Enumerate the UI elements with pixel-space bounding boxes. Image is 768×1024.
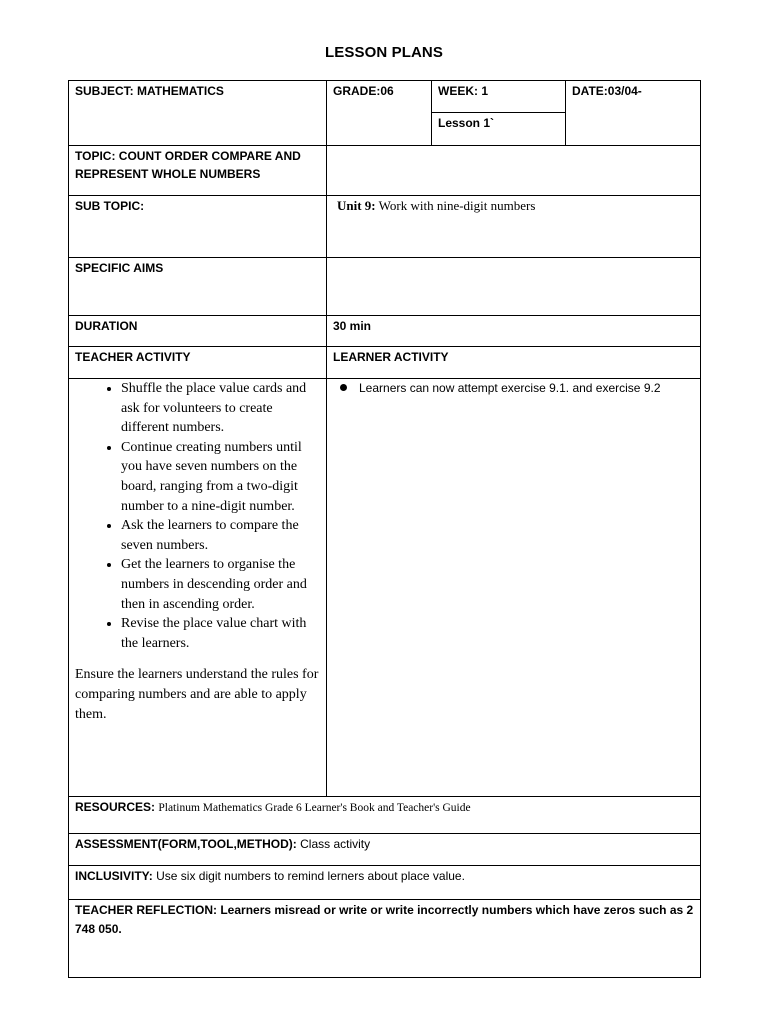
topic-label-cell [69, 146, 327, 196]
reflection-label: TEACHER REFLECTION: [75, 903, 217, 917]
page-title: LESSON PLANS [325, 44, 443, 61]
topic-row [69, 146, 701, 196]
unit-text: Work with nine-digit numbers [378, 198, 536, 213]
reflection-row [69, 900, 701, 978]
learner-activity-list [333, 379, 694, 397]
grade-cell [327, 81, 432, 146]
duration-value: 30 min [333, 319, 372, 333]
assessment-label: ASSESSMENT(FORM,TOOL,METHOD): [75, 837, 297, 851]
sub-topic-label-cell [69, 196, 327, 258]
duration-row [69, 316, 701, 347]
list-item: • Ask the learners to compare the seven numbers. [121, 516, 320, 555]
subject-cell [69, 81, 327, 146]
lesson-plan-table [68, 80, 701, 978]
teacher-activity-cell [69, 379, 327, 797]
learner-activity-cell [327, 379, 701, 797]
sub-topic-value-cell [327, 196, 701, 258]
learner-activity-header-cell [327, 347, 701, 379]
specific-aims-row [69, 258, 701, 316]
resources-value: Platinum Mathematics Grade 6 Learner's Book and Teacher's Guide [158, 802, 471, 814]
teacher-activity-list [75, 379, 320, 653]
week-lesson-cell [432, 81, 566, 146]
assessment-value: Class activity [300, 837, 371, 851]
list-item: • Continue creating numbers until you have seven numbers on the board, ranging from a two-digit number to a nine-digit number. [121, 438, 320, 516]
subject-label: SUBJECT: MATHEMATICS [75, 84, 224, 98]
inclusivity-row [69, 866, 701, 900]
resources-row [69, 797, 701, 834]
duration-value-cell [327, 316, 701, 347]
header-row [69, 81, 701, 146]
unit-label: Unit 9: [337, 198, 376, 213]
specific-aims-label: SPECIFIC AIMS [75, 261, 164, 275]
teacher-activity-header-cell [69, 347, 327, 379]
assessment-cell [69, 834, 701, 866]
activity-header-row [69, 347, 701, 379]
grade-label: GRADE:06 [333, 84, 394, 98]
reflection-cell [69, 900, 701, 978]
date-cell [566, 81, 701, 146]
list-item: • Shuffle the place value cards and ask for volunteers to create different numbers. [121, 379, 320, 438]
list-item: • Get the learners to organise the numbers in descending order and then in ascending order. [121, 555, 320, 614]
inclusivity-value: Use six digit numbers to remind lerners about place value. [156, 869, 465, 883]
specific-aims-value [327, 258, 700, 259]
assessment-row [69, 834, 701, 866]
specific-aims-label-cell [69, 258, 327, 316]
learner-activity-header: LEARNER ACTIVITY [333, 350, 449, 364]
reflection-value: Learners misread or write or write incorrectly numbers which have zeros such as 2 748 050. [75, 903, 694, 936]
inclusivity-label: INCLUSIVITY: [75, 869, 153, 883]
list-item: • Revise the place value chart with the learners. [121, 614, 320, 653]
resources-label: RESOURCES: [75, 800, 156, 814]
lesson-label: Lesson 1` [438, 116, 495, 130]
list-item: Learners can now attempt exercise 9.1. and exercise 9.2 [359, 379, 694, 397]
duration-label: DURATION [75, 319, 138, 333]
specific-aims-value-cell [327, 258, 701, 316]
activity-row [69, 379, 701, 797]
teacher-activity-header: TEACHER ACTIVITY [75, 350, 191, 364]
resources-cell [69, 797, 701, 834]
sub-topic-label: SUB TOPIC: [75, 199, 145, 213]
date-label: DATE:03/04- [572, 84, 642, 98]
topic-value [327, 146, 700, 147]
inclusivity-cell [69, 866, 701, 900]
week-label: WEEK: 1 [438, 84, 489, 98]
duration-label-cell [69, 316, 327, 347]
teacher-activity-note: Ensure the learners understand the rules for comparing numbers and are able to apply them. [75, 667, 319, 723]
sub-topic-row [69, 196, 701, 258]
topic-value-cell [327, 146, 701, 196]
topic-label: TOPIC: COUNT ORDER COMPARE AND REPRESENT WHOLE NUMBERS [75, 149, 301, 181]
